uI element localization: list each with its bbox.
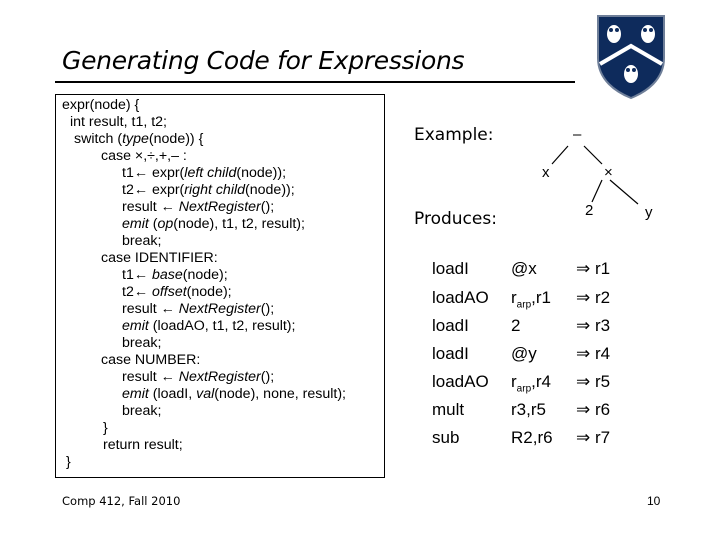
- code-line: [122, 403, 161, 420]
- iloc-opcode: loadAO: [432, 372, 489, 391]
- owl-bottom: [624, 65, 638, 83]
- code-line: [122, 369, 274, 386]
- code-panel: [55, 94, 385, 478]
- code-token: base: [151, 267, 183, 283]
- code-token: case IDENTIFIER:: [101, 250, 218, 266]
- code-token: case NUMBER:: [101, 352, 201, 368]
- code-token: expr(node) {: [62, 97, 140, 113]
- iloc-opcode: loadAO: [432, 288, 489, 307]
- iloc-target: ⇒ r5: [576, 372, 611, 391]
- iloc-opcode: loadI: [432, 316, 469, 335]
- iloc-opcode: sub: [432, 428, 460, 447]
- code-line: [66, 454, 71, 471]
- code-token: t2←: [122, 284, 152, 300]
- tree-node-y: y: [645, 204, 653, 221]
- code-token: break;: [122, 233, 162, 249]
- tree-node-mult: ×: [604, 164, 613, 181]
- iloc-operands: 2: [511, 316, 521, 335]
- code-token: break;: [122, 403, 162, 419]
- code-token: (node), t1, t2, result);: [173, 216, 305, 232]
- code-token: val: [196, 386, 215, 402]
- code-line: [122, 216, 305, 233]
- code-token: op: [157, 216, 174, 232]
- iloc-opcode: loadI: [432, 259, 469, 278]
- iloc-target: ⇒ r6: [576, 400, 611, 419]
- code-line: [122, 386, 346, 403]
- shield-body: [598, 16, 664, 98]
- iloc-target: ⇒ r7: [576, 428, 611, 447]
- code-token: ();: [260, 199, 275, 215]
- code-token: int result, t1, t2;: [70, 114, 167, 130]
- code-token: t2← expr(: [122, 182, 185, 198]
- iloc-target: ⇒ r2: [576, 288, 611, 307]
- code-token: ();: [260, 369, 275, 385]
- code-line: [122, 233, 161, 250]
- code-token: t1← expr(: [122, 165, 185, 181]
- tree-edge-root-right: [584, 146, 602, 164]
- iloc-target: ⇒ r4: [576, 344, 611, 363]
- code-line: [70, 114, 167, 131]
- iloc-operands: r3,r5: [511, 400, 546, 419]
- code-token: case ×,÷,+,– :: [101, 148, 187, 164]
- code-token: t1←: [122, 267, 152, 283]
- iloc-operands: @x: [511, 259, 537, 278]
- code-token: right child: [184, 182, 246, 198]
- code-token: emit: [122, 216, 149, 232]
- example-label: Example:: [414, 125, 494, 145]
- tree-node-root: –: [573, 126, 582, 143]
- code-line: [122, 284, 232, 301]
- owl-left: [607, 25, 621, 43]
- code-line: [101, 352, 200, 369]
- code-token: emit: [122, 386, 149, 402]
- code-line: [62, 97, 139, 114]
- iloc-target: ⇒ r1: [576, 259, 611, 278]
- code-token: (node));: [245, 182, 295, 198]
- code-token: (loadI,: [148, 386, 197, 402]
- rice-university-shield-icon: [594, 12, 668, 100]
- iloc-opcode: loadI: [432, 344, 469, 363]
- code-line: [122, 267, 228, 284]
- code-token: NextRegister: [178, 301, 261, 317]
- code-token: break;: [122, 335, 162, 351]
- footer-course: Comp 412, Fall 2010: [62, 494, 181, 508]
- code-token: switch (: [74, 131, 123, 147]
- code-token: }: [66, 454, 71, 470]
- code-token: result ←: [122, 199, 179, 215]
- code-token: (loadAO, t1, t2, result);: [148, 318, 296, 334]
- code-line: [101, 250, 218, 267]
- iloc-opcode: mult: [432, 400, 465, 419]
- title-divider: [55, 81, 575, 83]
- code-token: (node)) {: [148, 131, 204, 147]
- iloc-operands: $r_{arp},r4$: [511, 372, 551, 395]
- page-number: 10: [647, 494, 661, 508]
- code-line: [103, 420, 108, 437]
- tree-node-x: x: [542, 164, 550, 181]
- code-token: ();: [260, 301, 275, 317]
- code-line: [122, 301, 274, 318]
- owl-right: [641, 25, 655, 43]
- tree-edge-mult-right: [610, 180, 638, 204]
- code-line: [122, 335, 161, 352]
- code-line: [122, 199, 274, 216]
- code-token: (node));: [236, 165, 287, 181]
- code-token: result ←: [122, 301, 179, 317]
- code-token: type: [122, 131, 149, 147]
- slide-title: Generating Code for Expressions: [62, 46, 465, 75]
- code-token: left child: [184, 165, 237, 181]
- iloc-target: ⇒ r3: [576, 316, 611, 335]
- produces-label: Produces:: [414, 209, 497, 229]
- iloc-operands: R2,r6: [511, 428, 553, 447]
- code-token: }: [103, 420, 108, 436]
- code-line: [122, 182, 295, 199]
- code-token: result ←: [122, 369, 179, 385]
- code-token: NextRegister: [178, 199, 261, 215]
- code-token: (node), none, result);: [214, 386, 346, 402]
- expression-tree: [530, 138, 660, 228]
- code-line: [122, 318, 295, 335]
- code-token: (node);: [186, 284, 232, 300]
- iloc-operands: @y: [511, 344, 537, 363]
- code-token: offset: [151, 284, 187, 300]
- tree-node-2: 2: [585, 202, 594, 219]
- code-line: [122, 165, 286, 182]
- code-line: [74, 131, 203, 148]
- code-token: return result;: [103, 437, 183, 453]
- code-token: emit: [122, 318, 149, 334]
- tree-edge-root-left: [552, 146, 568, 164]
- code-line: [103, 437, 183, 454]
- code-token: NextRegister: [178, 369, 261, 385]
- code-token: (: [148, 216, 158, 232]
- code-line: [101, 148, 187, 165]
- iloc-operands: $r_{arp},r1$: [511, 288, 551, 311]
- code-token: (node);: [182, 267, 228, 283]
- tree-edge-mult-left: [592, 180, 602, 202]
